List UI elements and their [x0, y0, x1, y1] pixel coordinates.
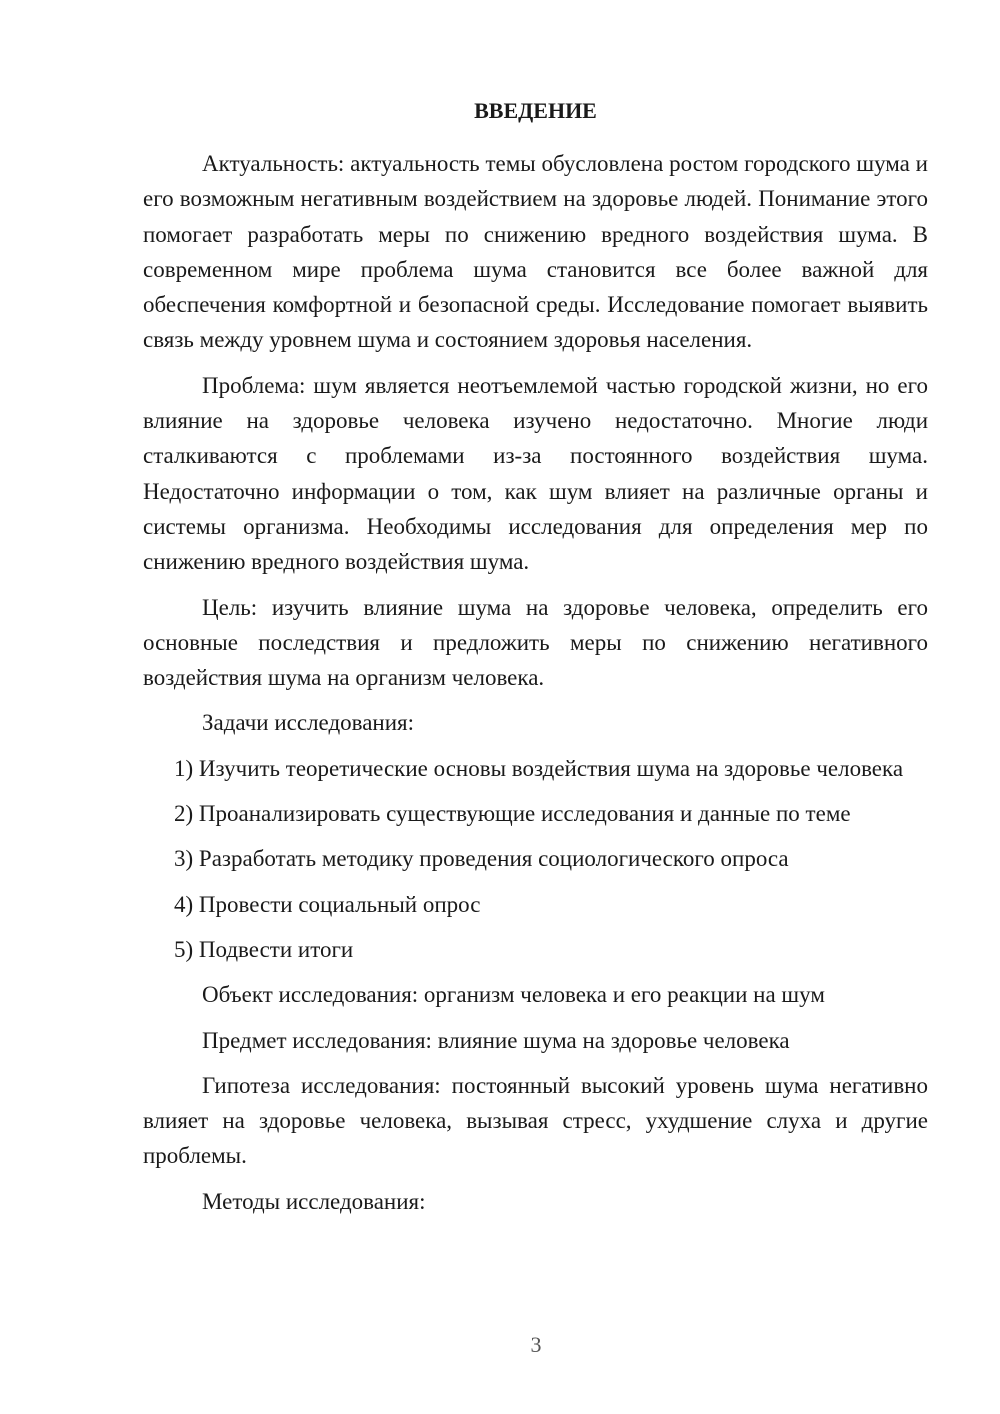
task-item-4: 4) Провести социальный опрос — [174, 891, 481, 917]
paragraph-problem: Проблема: шум является неотъемлемой частью городской жизни, но его влияние на здоровье человека изучено недостаточно. Многие люди сталкиваются с проблемами из-за постоянного воздействия шума. Недостаточно информации о том, как шум влияет на различные органы и системы организма. Необходимы исследования для определения мер по снижению вредного воздействия шума. — [143, 372, 928, 575]
paragraph-relevance: Актуальность: актуальность темы обусловлена ростом городского шума и его возможным негативным воздействием на здоровье людей. Понимание этого помогает разработать меры по снижению вредного воздействия шума. В современном мире проблема шума становится все более важной для обеспечения комфортной и безопасной среды. Исследование помогает выявить связь между уровнем шума и состоянием здоровья населения. — [143, 151, 928, 353]
page-content — [143, 93, 928, 1229]
paragraph-object: Объект исследования: организм человека и его реакции на шум — [202, 982, 825, 1008]
paragraph-hypothesis: Гипотеза исследования: постоянный высокий уровень шума негативно влияет на здоровье человека, вызывая стресс, ухудшение слуха и другие проблемы. — [143, 1072, 928, 1169]
paragraph-goal: Цель: изучить влияние шума на здоровье человека, определить его основные последствия и предложить меры по снижению негативного воздействия шума на организм человека. — [143, 594, 928, 691]
tasks-heading: Задачи исследования: — [202, 710, 415, 736]
page-number: 3 — [530, 1332, 542, 1357]
paragraph-subject: Предмет исследования: влияние шума на здоровье человека — [202, 1027, 790, 1053]
tasks-list — [143, 751, 928, 967]
task-item-1: 1) Изучить теоретические основы воздействия шума на здоровье человека — [174, 755, 904, 781]
methods-heading: Методы исследования: — [202, 1188, 426, 1214]
page-title: ВВЕДЕНИЕ — [474, 98, 597, 123]
task-item-2: 2) Проанализировать существующие исследования и данные по теме — [174, 801, 851, 827]
task-item-5: 5) Подвести итоги — [174, 936, 354, 962]
task-item-3: 3) Разработать методику проведения социологического опроса — [174, 846, 789, 872]
